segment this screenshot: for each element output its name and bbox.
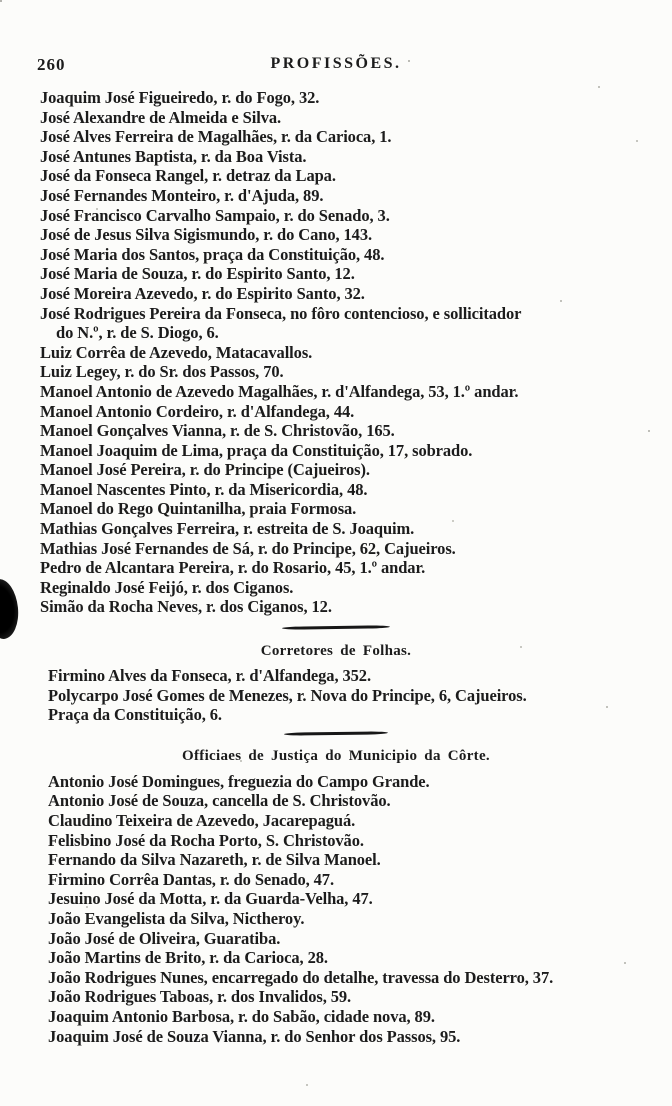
directory-entry: Manoel Antonio de Azevedo Magalhães, r. d'Alfandega, 53, 1.º andar. [40, 381, 519, 401]
directory-entry: Mathias José Fernandes de Sá, r. do Principe, 62, Cajueiros. [40, 538, 456, 558]
ink-blot-artifact [0, 578, 21, 641]
directory-entry: Mathias Gonçalves Ferreira, r. estreita de S. Joaquim. [40, 519, 415, 539]
directory-entry: Antonio José de Souza, cancella de S. Christovão. [48, 791, 391, 811]
directory-entry: Praça da Constituição, 6. [48, 705, 222, 725]
directory-entry: José Maria de Souza, r. do Espirito Santo, 12. [40, 264, 355, 284]
directory-entry: Manoel Gonçalves Vianna, r. de S. Christovão, 165. [40, 421, 395, 441]
directory-entry: Felisbino José da Rocha Porto, S. Christovão. [48, 830, 364, 850]
section-heading-officiaes: Officiaes de Justiça do Municipio da Côrte. [182, 747, 490, 764]
directory-list-officiaes [48, 772, 654, 1046]
directory-entry: José de Jesus Silva Sigismundo, r. do Cano, 143. [40, 225, 373, 245]
directory-entry: Simão da Rocha Neves, r. dos Ciganos, 12. [40, 597, 332, 617]
directory-entry: Joaquim José de Souza Vianna, r. do Senhor dos Passos, 95. [48, 1026, 461, 1046]
directory-entry: Reginaldo José Feijó, r. dos Ciganos. [40, 577, 294, 597]
page-number: 260 [37, 55, 66, 74]
directory-entry: Antonio José Domingues, freguezia do Campo Grande. [48, 771, 430, 791]
directory-entry: José Fernandes Monteiro, r. d'Ajuda, 89. [40, 185, 324, 205]
directory-entry: Manoel Joaquim de Lima, praça da Constituição, 17, sobrado. [40, 440, 473, 460]
directory-entry: Jesuino José da Motta, r. da Guarda-Velha, 47. [48, 889, 373, 909]
directory-entry: Manoel do Rego Quintanilha, praia Formosa. [40, 499, 357, 519]
directory-entry: Manoel Antonio Cordeiro, r. d'Alfandega, 44. [40, 401, 355, 421]
directory-list-corretores [48, 666, 654, 725]
section-heading-corretores: Corretores de Folhas. [260, 643, 412, 660]
directory-entry: José Alexandre de Almeida e Silva. [40, 107, 282, 127]
directory-entry: Fernando da Silva Nazareth, r. de Silva Manoel. [48, 850, 381, 870]
directory-entry: Luiz Corrêa de Azevedo, Matacavallos. [40, 342, 313, 362]
directory-entry: Luiz Legey, r. do Sr. dos Passos, 70. [40, 362, 284, 382]
directory-entry: Joaquim José Figueiredo, r. do Fogo, 32. [40, 88, 320, 107]
directory-entry-continuation: do N.º, r. de S. Diogo, 6. [56, 323, 219, 343]
directory-entry: José da Fonseca Rangel, r. detraz da Lapa. [40, 166, 336, 186]
directory-entry: José Rodrigues Pereira da Fonseca, no fôro contencioso, e sollicitador [40, 303, 522, 323]
section-divider-rule [282, 625, 390, 630]
directory-entry: João Evangelista da Silva, Nictheroy. [48, 908, 305, 928]
directory-entry: Claudino Teixeira de Azevedo, Jacarepaguá. [48, 811, 356, 830]
directory-entry: Pedro de Alcantara Pereira, r. do Rosario, 45, 1.º andar. [40, 558, 426, 578]
directory-entry: Firmino Corrêa Dantas, r. do Senado, 47. [48, 869, 334, 889]
directory-entry: Joaquim Antonio Barbosa, r. do Sabão, cidade nova, 89. [48, 1006, 435, 1026]
directory-entry: Manoel Nascentes Pinto, r. da Misericordia, 48. [40, 479, 368, 499]
section-divider-rule [284, 731, 388, 735]
directory-entry: João José de Oliveira, Guaratiba. [48, 928, 281, 948]
directory-entry: José Maria dos Santos, praça da Constituição, 48. [40, 244, 385, 264]
directory-entry: José Francisco Carvalho Sampaio, r. do Senado, 3. [40, 205, 390, 225]
directory-list-professions [40, 88, 654, 617]
directory-entry: João Martins de Brito, r. da Carioca, 28. [48, 948, 328, 968]
scan-noise-specks [0, 0, 1, 1]
directory-entry: Polycarpo José Gomes de Menezes, r. Nova do Principe, 6, Cajueiros. [48, 685, 527, 705]
directory-entry: José Alves Ferreira de Magalhães, r. da Carioca, 1. [40, 127, 392, 147]
page-header [0, 55, 672, 75]
running-title: PROFISSÕES. [270, 55, 402, 72]
directory-entry: José Antunes Baptista, r. da Boa Vista. [40, 146, 307, 166]
directory-entry: Firmino Alves da Fonseca, r. d'Alfandega, 352. [48, 666, 371, 686]
directory-entry: Manoel José Pereira, r. do Principe (Cajueiros). [40, 460, 370, 480]
directory-entry: João Rodrigues Taboas, r. dos Invalidos, 59. [48, 987, 352, 1007]
directory-entry: João Rodrigues Nunes, encarregado do detalhe, travessa do Desterro, 37. [48, 967, 554, 987]
directory-entry: José Moreira Azevedo, r. do Espirito Santo, 32. [40, 283, 365, 303]
